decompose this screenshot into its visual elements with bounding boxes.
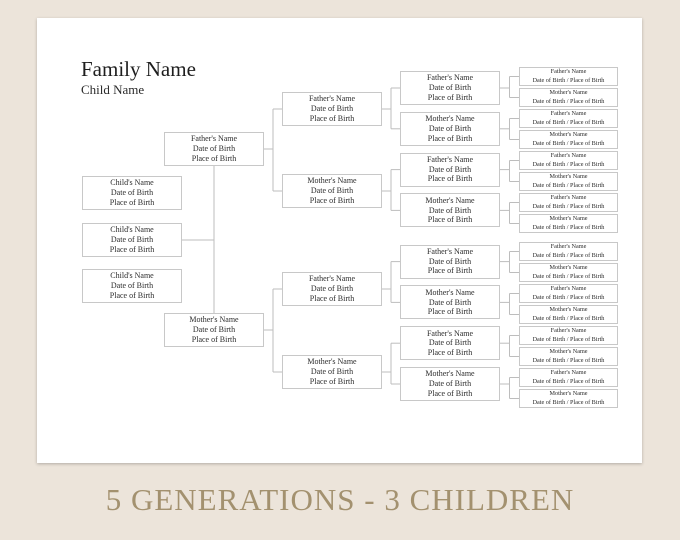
child-box: [82, 223, 182, 257]
great-great-grandparent-box-name: Father's Name: [550, 110, 587, 118]
great-great-grandparent-box: [519, 284, 618, 303]
grandparent-box-pob: Place of Birth: [309, 293, 355, 303]
great-great-grandparent-box-name: Mother's Name: [549, 215, 588, 223]
father-box: [164, 132, 264, 166]
mother-box-name: Mother's Name: [189, 315, 239, 325]
mother-box: [164, 313, 264, 347]
great-grandparent-box-pob: Place of Birth: [427, 215, 473, 225]
mother-box-pob: Place of Birth: [191, 334, 237, 344]
great-great-grandparent-box-details: Date of Birth / Place of Birth: [532, 97, 605, 105]
great-great-grandparent-box-details: Date of Birth / Place of Birth: [532, 272, 605, 280]
great-great-grandparent-box: [519, 347, 618, 366]
great-great-grandparent-box-details: Date of Birth / Place of Birth: [532, 251, 605, 259]
father-box-dob: Date of Birth: [192, 144, 236, 154]
great-great-grandparent-box: [519, 368, 618, 387]
child-box-pob: Place of Birth: [109, 197, 155, 207]
great-great-grandparent-box-name: Mother's Name: [549, 131, 588, 139]
child-box-name: Child's Name: [110, 271, 154, 281]
great-grandparent-box-name: Mother's Name: [425, 195, 475, 205]
great-great-grandparent-box-name: Mother's Name: [549, 390, 588, 398]
great-great-grandparent-box-name: Mother's Name: [549, 348, 588, 356]
family-tree-sheet: [37, 18, 642, 463]
great-great-grandparent-box: [519, 172, 618, 191]
child-box-pob: Place of Birth: [109, 290, 155, 300]
great-grandparent-box: [400, 153, 500, 187]
child-box-name: Child's Name: [110, 225, 154, 235]
great-grandparent-box: [400, 112, 500, 146]
great-grandparent-box-pob: Place of Birth: [427, 174, 473, 184]
great-grandparent-box: [400, 326, 500, 360]
mother-box-dob: Date of Birth: [192, 325, 236, 335]
great-grandparent-box-name: Father's Name: [426, 154, 474, 164]
great-great-grandparent-box-name: Mother's Name: [549, 264, 588, 272]
grandparent-box-pob: Place of Birth: [309, 195, 355, 205]
great-great-grandparent-box-details: Date of Birth / Place of Birth: [532, 293, 605, 301]
great-great-grandparent-box: [519, 214, 618, 233]
great-great-grandparent-box-name: Father's Name: [550, 369, 587, 377]
great-grandparent-box-dob: Date of Birth: [428, 338, 472, 348]
great-grandparent-box-dob: Date of Birth: [428, 256, 472, 266]
great-great-grandparent-box: [519, 193, 618, 212]
great-great-grandparent-box: [519, 242, 618, 261]
great-great-grandparent-box-details: Date of Birth / Place of Birth: [532, 314, 605, 322]
grandparent-box-dob: Date of Birth: [310, 367, 354, 377]
grandparent-box-name: Mother's Name: [307, 357, 357, 367]
grandparent-box-name: Mother's Name: [307, 176, 357, 186]
great-grandparent-box-pob: Place of Birth: [427, 266, 473, 276]
great-grandparent-box-dob: Date of Birth: [428, 123, 472, 133]
great-grandparent-box-name: Father's Name: [426, 246, 474, 256]
great-great-grandparent-box-name: Father's Name: [550, 152, 587, 160]
grandparent-box-name: Father's Name: [308, 274, 356, 284]
grandparent-box: [282, 174, 382, 208]
great-great-grandparent-box: [519, 109, 618, 128]
child-box-name: Child's Name: [110, 178, 154, 188]
great-great-grandparent-box-details: Date of Birth / Place of Birth: [532, 223, 605, 231]
father-box-pob: Place of Birth: [191, 153, 237, 163]
child-box-dob: Date of Birth: [110, 281, 154, 291]
father-box-name: Father's Name: [190, 134, 238, 144]
great-great-grandparent-box-name: Father's Name: [550, 285, 587, 293]
great-great-grandparent-box-name: Father's Name: [550, 327, 587, 335]
great-grandparent-box-pob: Place of Birth: [427, 388, 473, 398]
child-box-dob: Date of Birth: [110, 188, 154, 198]
grandparent-box: [282, 272, 382, 306]
great-great-grandparent-box-name: Mother's Name: [549, 173, 588, 181]
child-box: [82, 176, 182, 210]
great-grandparent-box-dob: Date of Birth: [428, 164, 472, 174]
great-grandparent-box: [400, 367, 500, 401]
grandparent-box-dob: Date of Birth: [310, 284, 354, 294]
great-great-grandparent-box-name: Father's Name: [550, 243, 587, 251]
great-great-grandparent-box-details: Date of Birth / Place of Birth: [532, 202, 605, 210]
great-grandparent-box-pob: Place of Birth: [427, 133, 473, 143]
great-grandparent-box-dob: Date of Birth: [428, 205, 472, 215]
great-great-grandparent-box-details: Date of Birth / Place of Birth: [532, 335, 605, 343]
great-great-grandparent-box: [519, 67, 618, 86]
great-great-grandparent-box: [519, 389, 618, 408]
great-great-grandparent-box-name: Mother's Name: [549, 306, 588, 314]
great-great-grandparent-box: [519, 88, 618, 107]
great-great-grandparent-box-details: Date of Birth / Place of Birth: [532, 356, 605, 364]
great-great-grandparent-box-details: Date of Birth / Place of Birth: [532, 118, 605, 126]
great-great-grandparent-box-details: Date of Birth / Place of Birth: [532, 377, 605, 385]
family-name-title: Family Name: [81, 57, 196, 81]
great-great-grandparent-box-details: Date of Birth / Place of Birth: [532, 160, 605, 168]
great-grandparent-box: [400, 285, 500, 319]
great-grandparent-box-dob: Date of Birth: [428, 83, 472, 93]
great-grandparent-box-name: Mother's Name: [425, 114, 475, 124]
great-great-grandparent-box-details: Date of Birth / Place of Birth: [532, 76, 605, 84]
great-great-grandparent-box: [519, 305, 618, 324]
great-grandparent-box-dob: Date of Birth: [428, 297, 472, 307]
great-great-grandparent-box-name: Father's Name: [550, 194, 587, 202]
great-grandparent-box-pob: Place of Birth: [427, 307, 473, 317]
great-great-grandparent-box-details: Date of Birth / Place of Birth: [532, 181, 605, 189]
child-name-subtitle: Child Name: [81, 82, 145, 97]
great-great-grandparent-box: [519, 326, 618, 345]
great-great-grandparent-box-name: Father's Name: [550, 68, 587, 76]
great-grandparent-box-name: Mother's Name: [425, 287, 475, 297]
grandparent-box-pob: Place of Birth: [309, 113, 355, 123]
great-grandparent-box-dob: Date of Birth: [428, 379, 472, 389]
generations-caption: 5 GENERATIONS - 3 CHILDREN: [105, 482, 575, 517]
great-grandparent-box-name: Father's Name: [426, 328, 474, 338]
great-great-grandparent-box-name: Mother's Name: [549, 89, 588, 97]
child-box: [82, 269, 182, 303]
child-box-dob: Date of Birth: [110, 235, 154, 245]
great-great-grandparent-box: [519, 130, 618, 149]
great-great-grandparent-box: [519, 263, 618, 282]
great-grandparent-box-name: Mother's Name: [425, 369, 475, 379]
grandparent-box-pob: Place of Birth: [309, 376, 355, 386]
great-grandparent-box: [400, 71, 500, 105]
child-box-pob: Place of Birth: [109, 244, 155, 254]
great-grandparent-box: [400, 245, 500, 279]
grandparent-box-dob: Date of Birth: [310, 104, 354, 114]
grandparent-box: [282, 355, 382, 389]
great-grandparent-box-pob: Place of Birth: [427, 92, 473, 102]
great-great-grandparent-box-details: Date of Birth / Place of Birth: [532, 398, 605, 406]
grandparent-box-name: Father's Name: [308, 94, 356, 104]
grandparent-box-dob: Date of Birth: [310, 186, 354, 196]
great-great-grandparent-box: [519, 151, 618, 170]
great-grandparent-box-name: Father's Name: [426, 73, 474, 83]
great-great-grandparent-box-details: Date of Birth / Place of Birth: [532, 139, 605, 147]
grandparent-box: [282, 92, 382, 126]
great-grandparent-box-pob: Place of Birth: [427, 348, 473, 358]
great-grandparent-box: [400, 193, 500, 227]
